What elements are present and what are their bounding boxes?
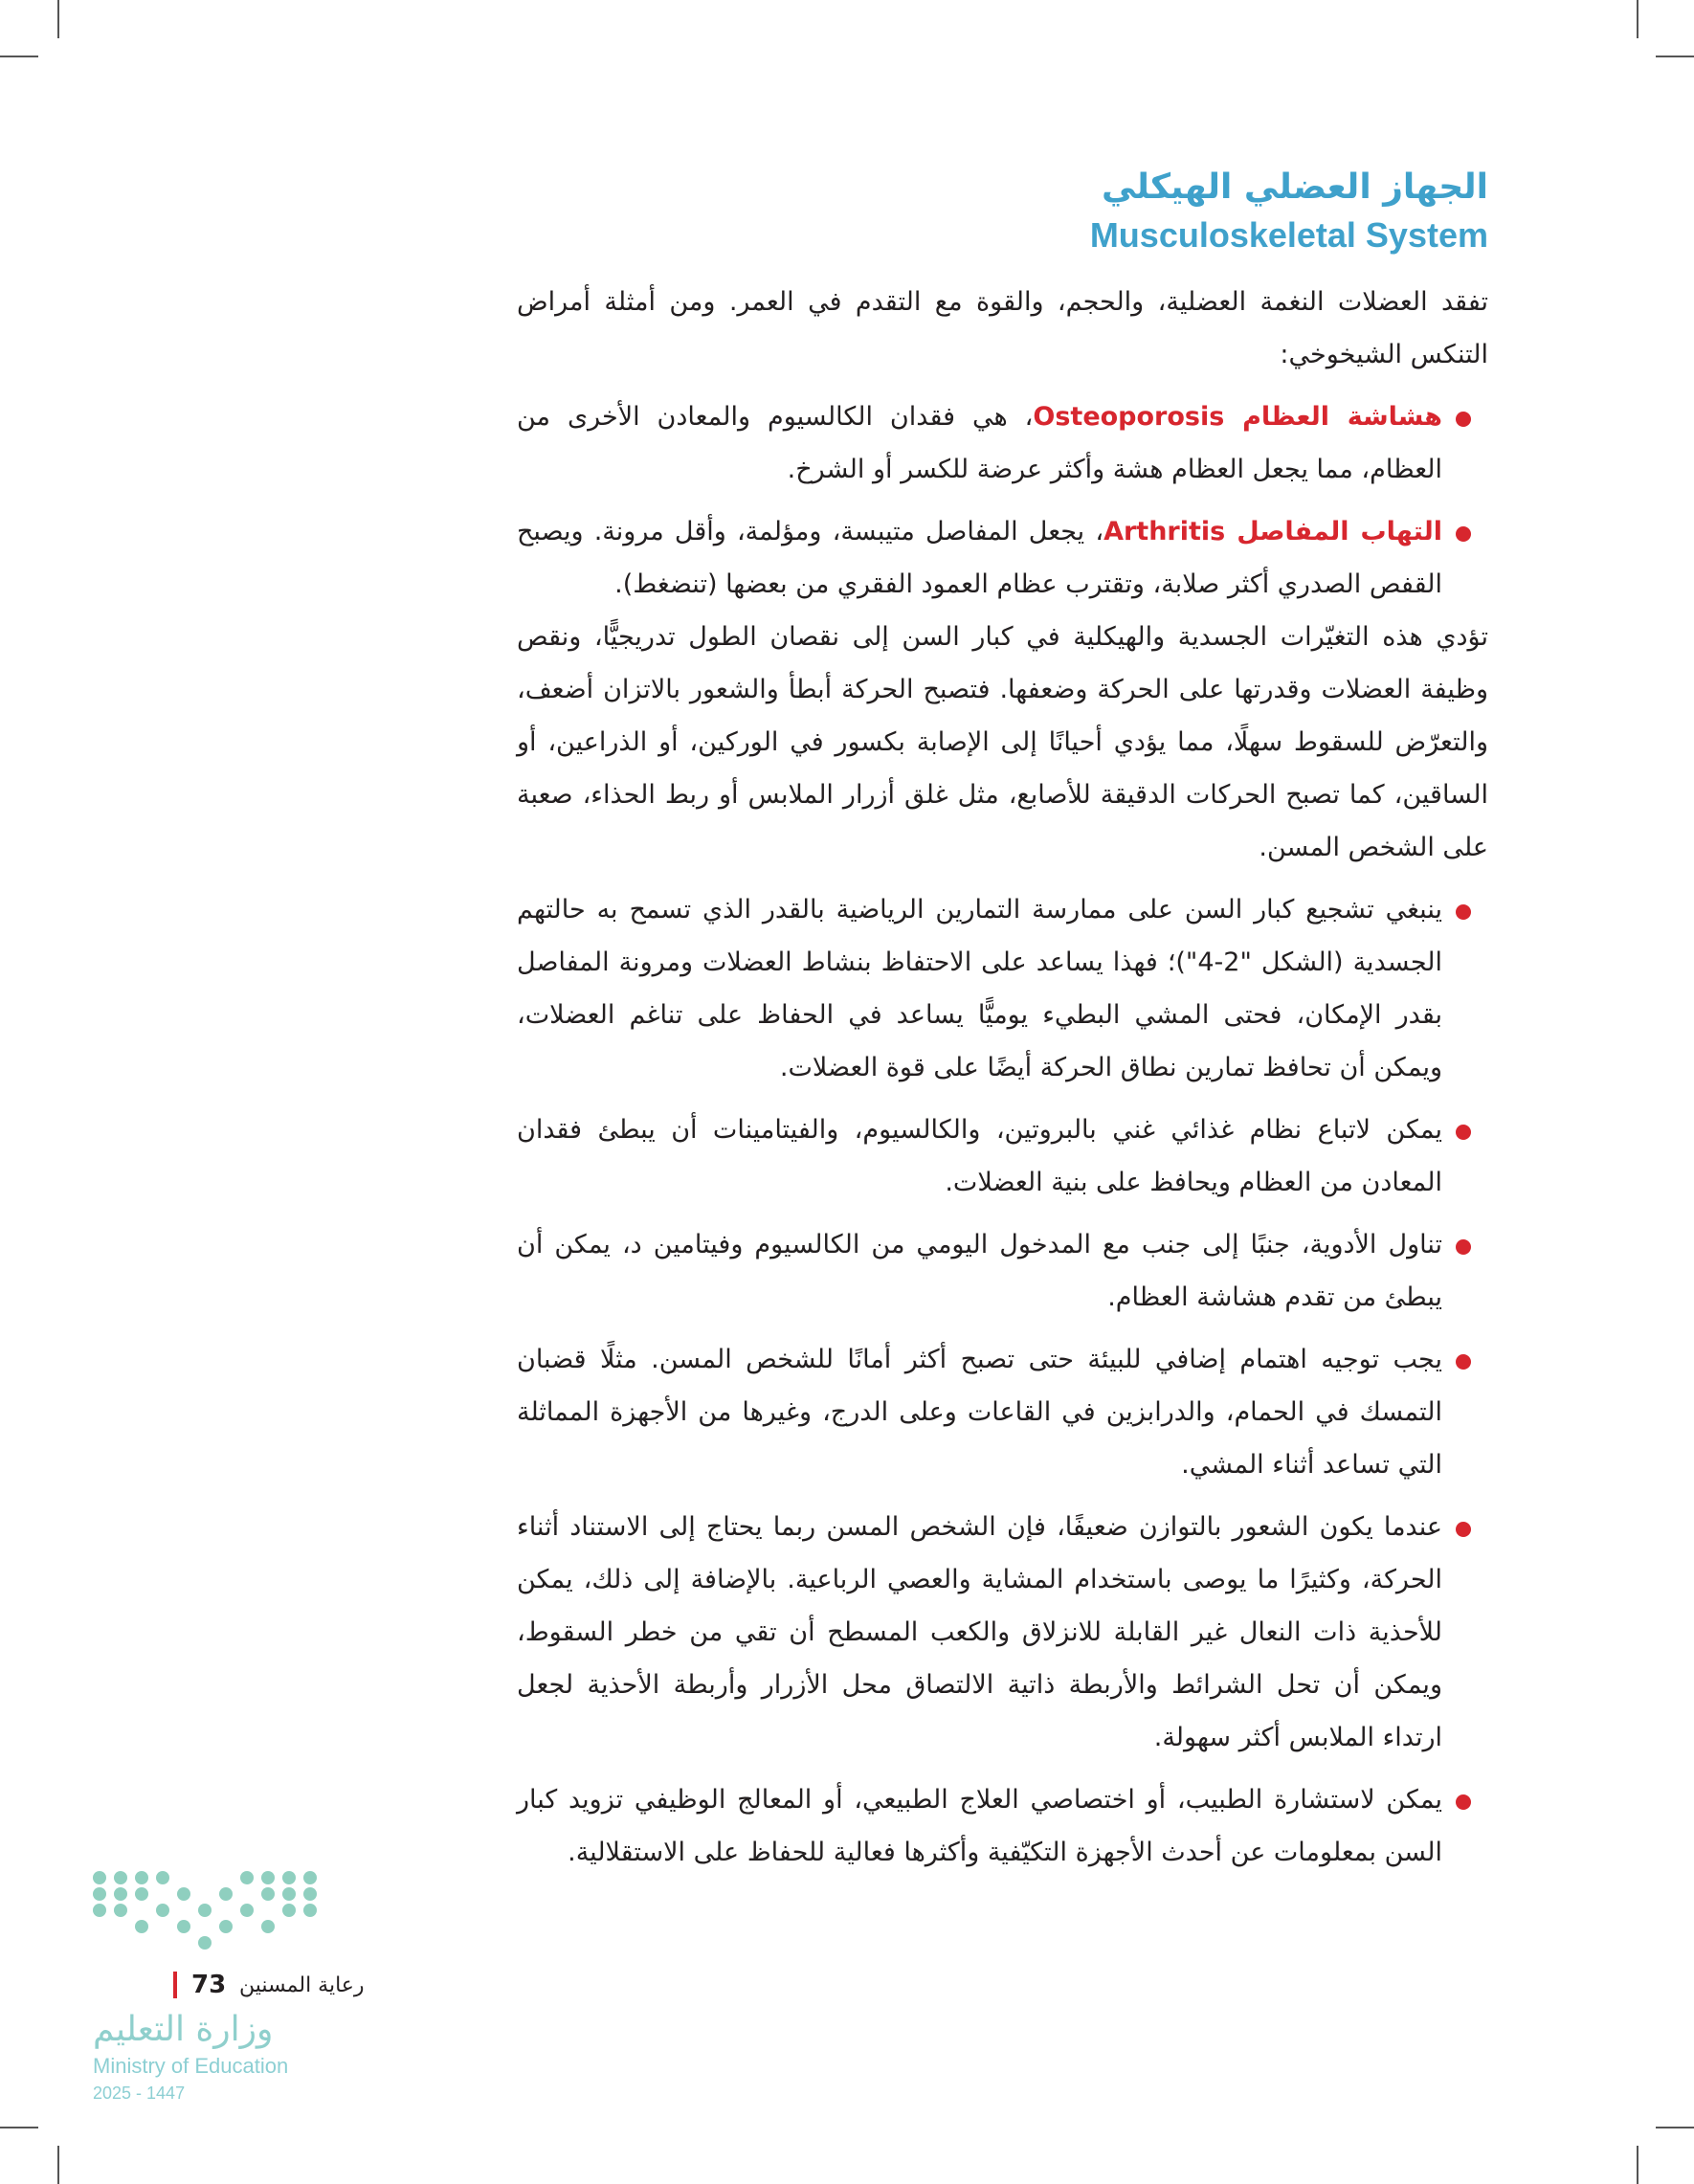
logo-dot [219,1887,233,1901]
bullet-care [517,1773,1488,1879]
logo-dot [303,1887,317,1901]
logo-dot [261,1920,275,1933]
logo-dot [93,1904,106,1917]
bullet-icon [1456,1794,1471,1810]
bullet-care [517,883,1488,1094]
logo-dot [282,1871,296,1884]
ministry-logo-icon [93,1871,322,1950]
logo-dot [261,1871,275,1884]
logo-dot [93,1887,106,1901]
bullet-osteoporosis [517,390,1488,496]
heading-english: Musculoskeletal System [1089,215,1488,255]
crop-mark [1637,0,1638,38]
bullet-text: ، هي فقدان الكالسيوم والمعادن الأخرى من العظام، مما يجعل العظام هشة وأكثر عرضة للكسر أو الشرخ. [517,402,1442,484]
bullet-text: يمكن لاتباع نظام غذائي غني بالبروتين، والكالسيوم، والفيتامينات أن يبطئ فقدان المعادن من العظام ويحافظ على بنية العضلات. [517,1115,1442,1197]
page-number: 73 [191,1971,227,1999]
bullet-icon [1456,904,1471,920]
crop-mark [57,2146,59,2184]
logo-dot [114,1904,127,1917]
bullet-text: ينبغي تشجيع كبار السن على ممارسة التمارين الرياضية بالقدر الذي تسمح به حالتهم الجسدية (الشكل "2-4")؛ فهذا يساعد على الاحتفاظ بنشاط العضلات ومرونة المفاصل بقدر الإمكان، فحتى المشي البطيء يوميًّا يساعد في الحفاظ على تناغم العضلات، ويمكن أن تحافظ تمارين نطاق الحركة أيضًا على قوة العضلات. [517,895,1442,1082]
logo-dot [93,1871,106,1884]
logo-dot [135,1920,148,1933]
logo-dot [156,1871,169,1884]
bullet-icon [1456,1522,1471,1537]
page-content [517,163,1488,1879]
body-paragraph: تؤدي هذه التغيّرات الجسدية والهيكلية في كبار السن إلى نقصان الطول تدريجيًّا، ونقص وظيفة العضلات وقدرتها على الحركة وضعفها. فتصبح الحركة أبطأ والشعور بالاتزان أضعف، والتعرّض للسقوط سهلًا، مما يؤدي أحيانًا إلى الإصابة بكسور في الوركين، أو الذراعين، أو الساقين، كما تصبح الحركات الدقيقة للأصابع، مثل غلق أزرار الملابس أو ربط الحذاء، صعبة على الشخص المسن. [517,622,1488,862]
logo-dot [114,1887,127,1901]
bullet-icon [1456,526,1471,542]
logo-year: 2025 - 1447 [93,2084,186,2103]
logo-dot [240,1904,254,1917]
bullet-care [517,1501,1488,1764]
bullet-icon [1456,1239,1471,1255]
bullet-icon [1456,1354,1471,1370]
logo-dot [261,1887,275,1901]
logo-english: Ministry of Education [93,2054,289,2078]
logo-dot [303,1871,317,1884]
logo-dot [219,1920,233,1933]
heading-arabic: الجهاز العضلي الهيكلي [1101,167,1488,207]
bullet-care [517,1103,1488,1209]
page-number-bar [173,1972,177,1998]
logo-dot [198,1936,212,1950]
logo-dot [282,1904,296,1917]
logo-dot [177,1920,190,1933]
logo-dot [240,1871,254,1884]
crop-mark [57,0,59,38]
bullet-icon [1456,1125,1471,1140]
logo-arabic: وزارة التعليم [93,2010,274,2049]
logo-dot [135,1871,148,1884]
crop-mark [0,2127,38,2128]
logo-dot [177,1887,190,1901]
bullet-care [517,1333,1488,1491]
logo-dots [93,1871,322,1950]
crop-mark [1656,56,1694,57]
bullet-text: عندما يكون الشعور بالتوازن ضعيفًا، فإن الشخص المسن ربما يحتاج إلى الاستناد أثناء الحركة، وكثيرًا ما يوصى باستخدام المشاية والعصي الرباعية. بالإضافة إلى ذلك، يمكن للأحذية ذات النعال غير القابلة للانزلاق والكعب المسطح أن تقي من خطر السقوط، ويمكن أن تحل الشرائط والأربطة ذاتية الالتصاق محل الأزرار وأربطة الأحذية لجعل ارتداء الملابس أكثر سهولة. [517,1512,1442,1752]
bullet-text: يمكن لاستشارة الطبيب، أو اختصاصي العلاج الطبيعي، أو المعالج الوظيفي تزويد كبار السن بمعلومات عن أحدث الأجهزة التكيّفية وأكثرها فعالية للحفاظ على الاستقلالية. [517,1785,1442,1867]
crop-mark [1656,2127,1694,2128]
bullet-text: يجب توجيه اهتمام إضافي للبيئة حتى تصبح أكثر أمانًا للشخص المسن. مثلًا قضبان التمسك في الحمام، والدرابزين في القاعات وعلى الدرج، وغيرها من الأجهزة المماثلة التي تساعد أثناء المشي. [517,1345,1442,1480]
logo-dot [198,1904,212,1917]
bullet-text: ، يجعل المفاصل متيبسة، ومؤلمة، وأقل مرونة. ويصبح القفص الصدري أكثر صلابة، وتقترب عظام العمود الفقري من بعضها (تنضغط). [517,517,1442,599]
logo-dot [282,1887,296,1901]
crop-mark [1637,2146,1638,2184]
term: التهاب المفاصل Arthritis [1103,517,1442,546]
logo-dot [135,1887,148,1901]
term: هشاشة العظام Osteoporosis [1033,402,1442,432]
logo-dot [114,1871,127,1884]
bullet-text: تناول الأدوية، جنبًا إلى جنب مع المدخول اليومي من الكالسيوم وفيتامين د، يمكن أن يبطئ من تقدم هشاشة العظام. [517,1230,1442,1312]
bullet-care [517,1218,1488,1324]
logo-dot [156,1904,169,1917]
logo-dot [303,1904,317,1917]
bullet-arthritis [517,505,1488,611]
bullet-icon [1456,412,1471,427]
crop-mark [0,56,38,57]
intro-paragraph: تفقد العضلات النغمة العضلية، والحجم، والقوة مع التقدم في العمر. ومن أمثلة أمراض التنكس الشيخوخي: [517,287,1488,369]
section-name: رعاية المسنين [239,1973,365,1997]
